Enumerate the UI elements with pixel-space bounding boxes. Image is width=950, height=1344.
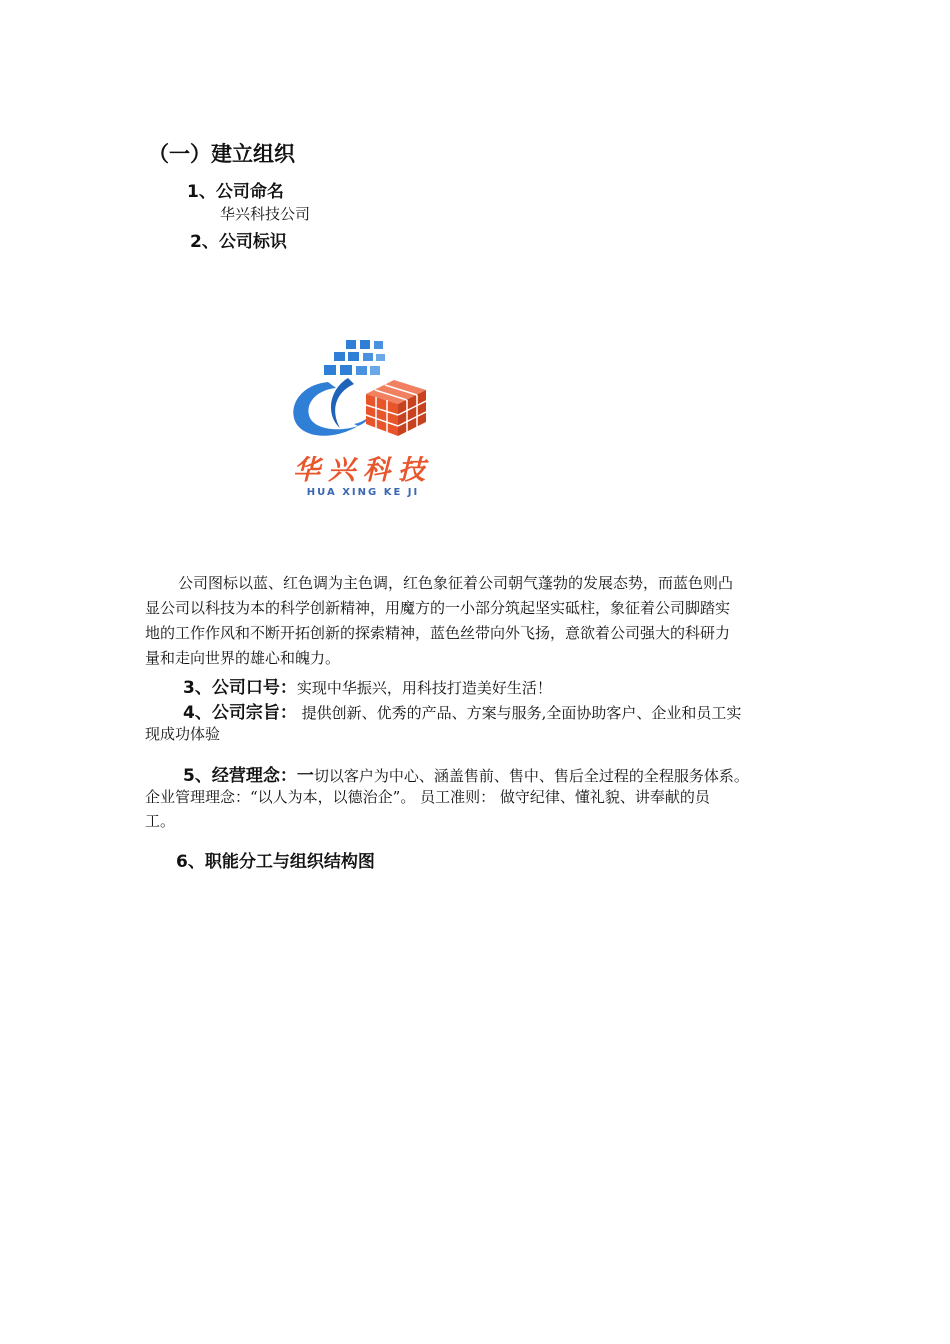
- philosophy-title: 5、经营理念：: [183, 766, 297, 786]
- company-naming-title: 1、公司命名: [187, 182, 284, 202]
- philosophy-line3: 工。: [145, 812, 176, 830]
- slogan-title: 3、公司口号：: [183, 678, 297, 698]
- purpose-value: 提供创新、优秀的产品、方案与服务,全面协助客户、企业和员工实: [296, 704, 742, 722]
- section-heading: （一）建立组织: [148, 142, 295, 166]
- company-logo-title: 2、公司标识: [190, 232, 287, 252]
- philosophy-row: [183, 761, 749, 786]
- desc-line: 量和走向世界的雄心和魄力。: [145, 649, 341, 667]
- purpose-value-cont: 现成功体验: [145, 725, 221, 743]
- logo-graphic-icon: [268, 330, 458, 450]
- slogan-row: [183, 673, 552, 698]
- logo-english-text: HUA XING KE JI: [306, 487, 420, 498]
- philosophy-line2: 企业管理理念：“以人为本，以德治企”。 员工准则： 做守纪律、懂礼貌、讲奉献的员: [145, 788, 710, 806]
- purpose-title: 4、公司宗旨：: [183, 703, 297, 723]
- philosophy-lead: 一: [296, 766, 314, 786]
- org-structure-title: 6、职能分工与组织结构图: [176, 852, 375, 872]
- philosophy-value: 切以客户为中心、涵盖售前、售中、售后全过程的全程服务体系。: [313, 767, 749, 785]
- slogan-value: 实现中华振兴，用科技打造美好生活！: [296, 679, 552, 697]
- logo-chinese-text: 华兴科技: [293, 455, 433, 486]
- purpose-row: [183, 698, 741, 723]
- desc-line: 地的工作作风和不断开拓创新的探索精神，蓝色丝带向外飞扬，意欲着公司强大的科研力: [145, 624, 731, 642]
- company-name: 华兴科技公司: [220, 205, 311, 223]
- desc-line: 显公司以科技为本的科学创新精神，用魔方的一小部分筑起坚实砥柱，象征着公司脚踏实: [145, 599, 731, 617]
- logo-description: [145, 571, 733, 671]
- company-logo: [268, 330, 458, 510]
- desc-line: 公司图标以蓝、红色调为主色调，红色象征着公司朝气蓬勃的发展态势，而蓝色则凸: [178, 574, 734, 592]
